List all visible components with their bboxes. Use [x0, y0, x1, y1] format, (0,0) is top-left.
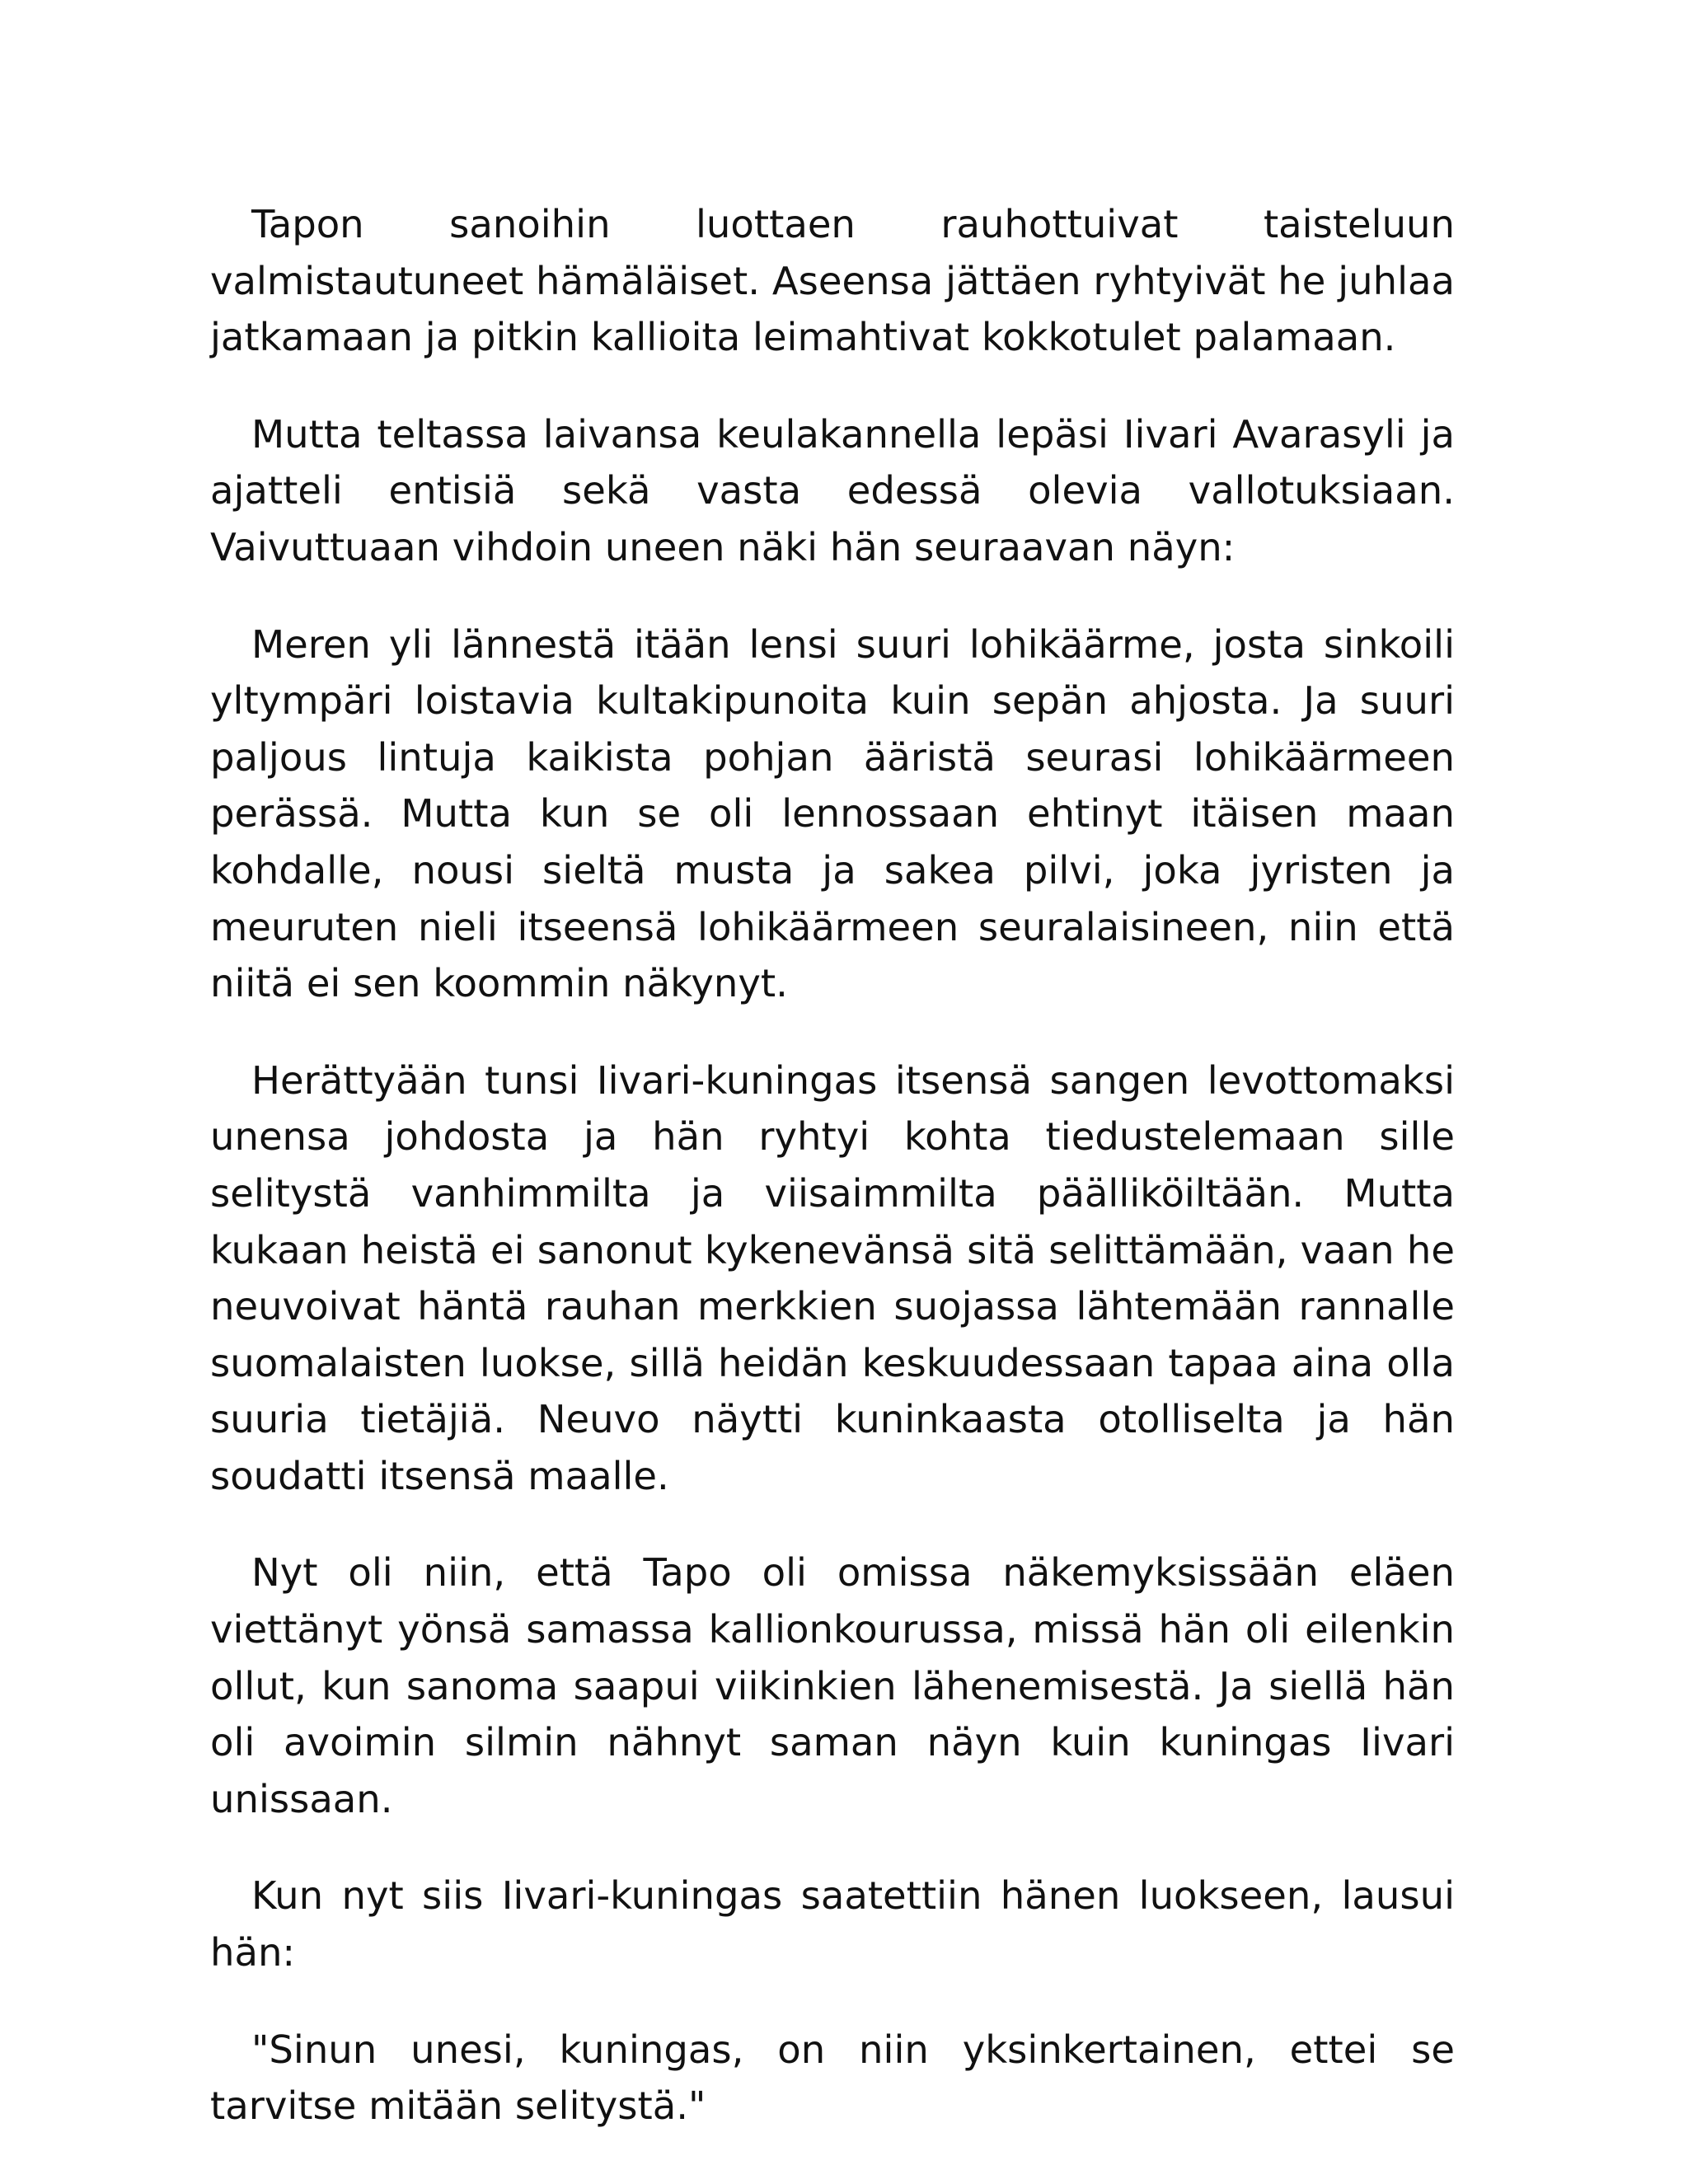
paragraph: Mutta teltassa laivansa keulakannella lepäsi Iivari Avarasyli ja ajatteli entisiä sekä vasta edessä olevia vallotuksiaan. Vaivuttuaan vihdoin uneen näki hän seuraavan näyn: [210, 411, 1455, 569]
paragraph: Nyt oli niin, että Tapo oli omissa näkemyksissään eläen viettänyt yönsä samassa kallionkourussa, missä hän oli eilenkin ollut, kun sanoma saapui viikinkien lähenemisestä. Ja siellä hän oli avoimin silmin nähnyt saman näyn kuin kuningas Iivari unissaan. [210, 1550, 1455, 1821]
document-page [210, 196, 1455, 2175]
paragraph: "Sinun unesi, kuningas, on niin yksinkertainen, ettei se tarvitse mitään selitystä." [210, 2027, 1455, 2129]
paragraph: Meren yli lännestä itään lensi suuri lohikäärme, josta sinkoili yltympäri loistavia kultakipunoita kuin sepän ahjosta. Ja suuri paljous lintuja kaikista pohjan ääristä seurasi lohikäärmeen perässä. Mutta kun se oli lennossaan ehtinyt itäisen maan kohdalle, nousi sieltä musta ja sakea pilvi, joka jyristen ja meuruten nieli itseensä lohikäärmeen seuralaisineen, niin että niitä ei sen koommin näkynyt. [210, 621, 1455, 1006]
paragraph: Kun nyt siis Iivari-kuningas saatettiin hänen luokseen, lausui hän: [210, 1873, 1455, 1975]
paragraph: Herättyään tunsi Iivari-kuningas itsensä sangen levottomaksi unensa johdosta ja hän ryhtyi kohta tiedustelemaan sille selitystä vanhimmilta ja viisaimmilta päälliköiltään. Mutta kukaan heistä ei sanonut kykenevänsä sitä selittämään, vaan he neuvoivat häntä rauhan merkkien suojassa lähtemään rannalle suomalaisten luokse, sillä heidän keskuudessaan tapaa aina olla suuria tietäjiä. Neuvo näytti kuninkaasta otolliselta ja hän soudatti itsensä maalle. [210, 1057, 1455, 1498]
paragraph: Tapon sanoihin luottaen rauhottuivat taisteluun valmistautuneet hämäläiset. Aseensa jättäen ryhtyivät he juhlaa jatkamaan ja pitkin kallioita leimahtivat kokkotulet palamaan. [210, 202, 1455, 360]
